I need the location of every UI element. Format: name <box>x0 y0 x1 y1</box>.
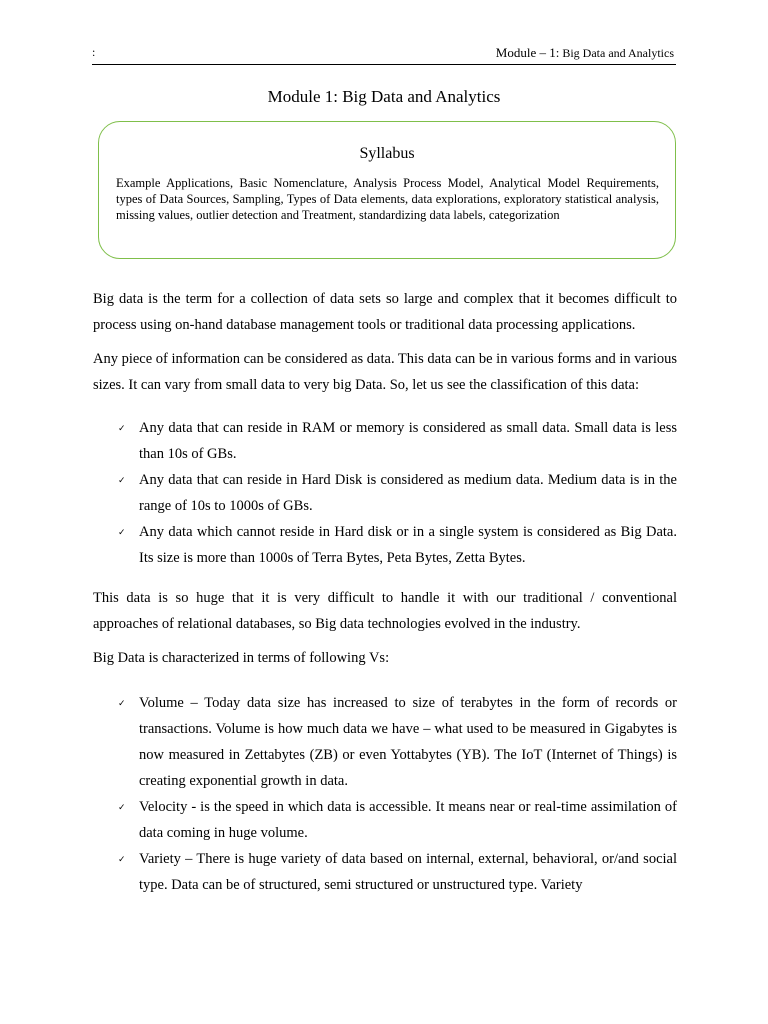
list-item-text: Any data that can reside in RAM or memory is considered as small data. Small data is less than 10s of GBs. <box>139 420 677 462</box>
vs-list <box>93 690 677 898</box>
paragraph-data-classification-intro: Any piece of information can be considered as data. This data can be in various forms and in various sizes. It can vary from small data to very big Data. So, let us see the classification of this data: <box>93 351 677 393</box>
list-item <box>93 415 677 467</box>
checkmark-bullet-icon: ✓ <box>118 423 126 433</box>
paragraph-big-data-definition: Big data is the term for a collection of data sets so large and complex that it becomes difficult to process using on-hand database management tools or traditional data processing applications. <box>93 291 677 333</box>
checkmark-bullet-icon: ✓ <box>118 801 126 812</box>
paragraph-vs-intro: Big Data is characterized in terms of following Vs: <box>93 650 390 666</box>
paragraph-huge-data: This data is so huge that it is very difficult to handle it with our traditional / conventional approaches of relational databases, so Big data technologies evolved in the industry. <box>93 590 677 632</box>
list-item-text: Any data that can reside in Hard Disk is considered as medium data. Medium data is in the range of 10s to 1000s of GBs. <box>139 472 677 514</box>
page-title: Module 1: Big Data and Analytics <box>267 87 501 106</box>
syllabus-box <box>98 121 676 259</box>
list-item <box>93 690 677 794</box>
list-item <box>93 467 677 519</box>
list-item-text: Variety – There is huge variety of data based on internal, external, behavioral, or/and social type. Data can be of structured, semi structured or unstructured type. Variety <box>139 850 677 893</box>
checkmark-bullet-icon: ✓ <box>118 697 126 708</box>
list-item <box>93 519 677 571</box>
header-module-label: Module – 1: <box>495 45 560 60</box>
syllabus-text: Example Applications, Basic Nomenclature, Analysis Process Model, Analytical Model Requirements, types of Data Sources, Sampling, Types of Data elements, data explorations, exploratory statistical analysis, missing values, outlier detection and Treatment, standardizing data labels, categorization <box>116 176 659 222</box>
checkmark-bullet-icon: ✓ <box>118 527 126 537</box>
header-left-mark: : <box>92 45 96 59</box>
checkmark-bullet-icon: ✓ <box>118 853 126 864</box>
classification-list <box>93 415 677 571</box>
list-item-text: Velocity - is the speed in which data is accessible. It means near or real-time assimilation of data coming in huge volume. <box>139 798 677 841</box>
list-item-text: Volume – Today data size has increased to size of terabytes in the form of records or transactions. Volume is how much data we have – what used to be measured in Gigabytes is now measured in Zettabytes (ZB) or even Yottabytes (YB). The IoT (Internet of Things) is creating exponential growth in data. <box>139 694 677 789</box>
header-module-title: Big Data and Analytics <box>562 46 674 60</box>
list-item <box>93 846 677 898</box>
header-rule <box>92 64 676 65</box>
list-item <box>93 794 677 846</box>
checkmark-bullet-icon: ✓ <box>118 475 126 485</box>
body-content <box>93 287 677 898</box>
running-header <box>496 45 674 61</box>
list-item-text: Any data which cannot reside in Hard disk or in a single system is considered as Big Data. Its size is more than 1000s of Terra Bytes, Peta Bytes, Zetta Bytes. <box>139 524 677 566</box>
syllabus-heading: Syllabus <box>359 145 415 162</box>
